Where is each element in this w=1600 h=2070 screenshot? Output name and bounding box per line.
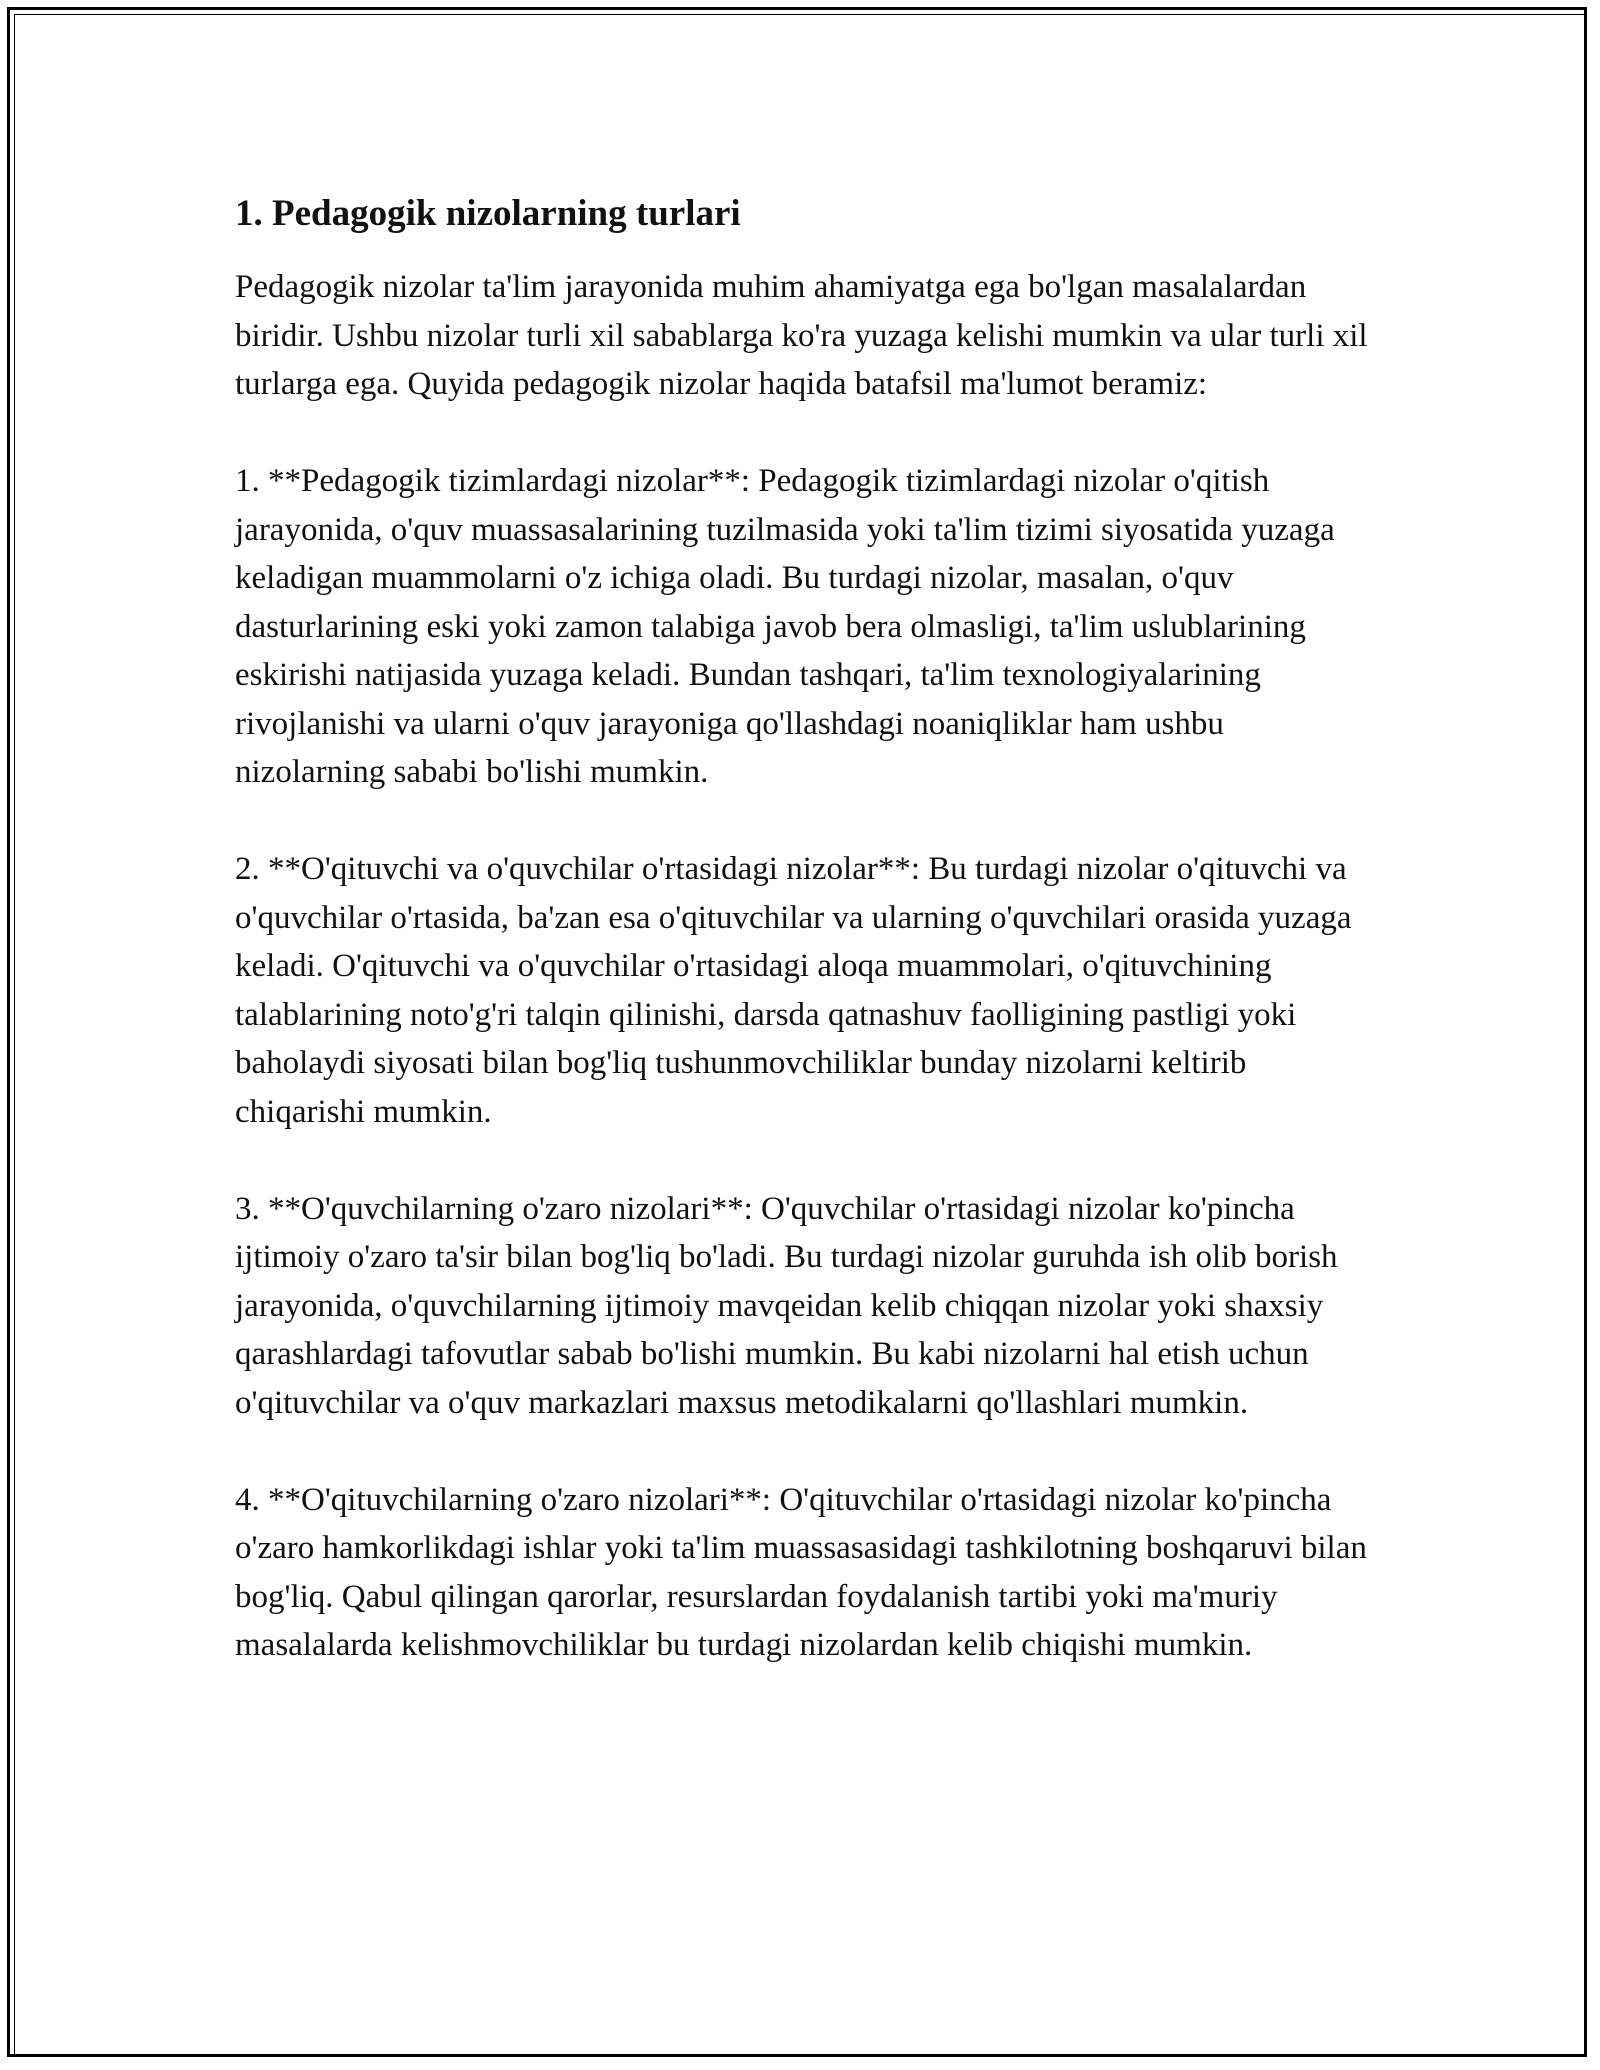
paragraph-item-4: 4. **O'qituvchilarning o'zaro nizolari**: O'qituvchilar o'rtasidagi nizolar ko'pincha o'zaro hamkorlikdagi ishlar yoki ta'lim muassasasidagi tashkilotning boshqaruvi bilan bog'liq. Qabul qilingan qarorlar, resurslardan foydalanish tartibi yoki ma'muriy masalalarda kelishmovchiliklar bu turdagi nizolardan kelib chiqishi mumkin. xyxy=(235,1481,1367,1663)
intro-paragraph: Pedagogik nizolar ta'lim jarayonida muhim ahamiyatga ega bo'lgan masalalardan biridir. Ushbu nizolar turli xil sabablarga ko'ra yuzaga kelishi mumkin va ular turli xil turlarga ega. Quyida pedagogik nizolar haqida batafsil ma'lumot beramiz: xyxy=(235,269,1368,402)
paragraph-item-2: 2. **O'qituvchi va o'quvchilar o'rtasidagi nizolar**: Bu turdagi nizolar o'qituvchi va o'quvchilar o'rtasida, ba'zan esa o'qituvchilar va ularning o'quvchilari orasida yuzaga keladi. O'qituvchi va o'quvchilar o'rtasidagi aloqa muammolari, o'qituvchining talablarining noto'g'ri talqin qilinishi, darsda qatnashuv faolligining pastligi yoki baholaydi siyosati bilan bog'liq tushunmovchiliklar bunday nizolarni keltirib chiqarishi mumkin. xyxy=(235,851,1352,1130)
paragraph-item-3: 3. **O'quvchilarning o'zaro nizolari**: O'quvchilar o'rtasidagi nizolar ko'pincha ijtimoiy o'zaro ta'sir bilan bog'liq bo'ladi. Bu turdagi nizolar guruhda ish olib borish jarayonida, o'quvchilarning ijtimoiy mavqeidan kelib chiqqan nizolar yoki shaxsiy qarashlardagi tafovutlar sabab bo'lishi mumkin. Bu kabi nizolarni hal etish uchun o'qituvchilar va o'quv markazlari maxsus metodikalarni qo'llashlari mumkin. xyxy=(235,1190,1338,1421)
paragraph-item-1: 1. **Pedagogik tizimlardagi nizolar**: Pedagogik tizimlardagi nizolar o'qitish jarayonida, o'quv muassasalarining tuzilmasida yoki ta'lim tizimi siyosatida yuzaga keladigan muammolarni o'z ichiga oladi. Bu turdagi nizolar, masalan, o'quv dasturlarining eski yoki zamon talabiga javob bera olmasligi, ta'lim uslublarining eskirishi natijasida yuzaga keladi. Bundan tashqari, ta'lim texnologiyalarining rivojlanishi va ularni o'quv jarayoniga qo'llashdagi noaniqliklar ham ushbu nizolarning sababi bo'lishi mumkin. xyxy=(235,463,1335,790)
document-title: 1. Pedagogik nizolarning turlari xyxy=(235,193,741,234)
document-body xyxy=(235,185,1375,1718)
